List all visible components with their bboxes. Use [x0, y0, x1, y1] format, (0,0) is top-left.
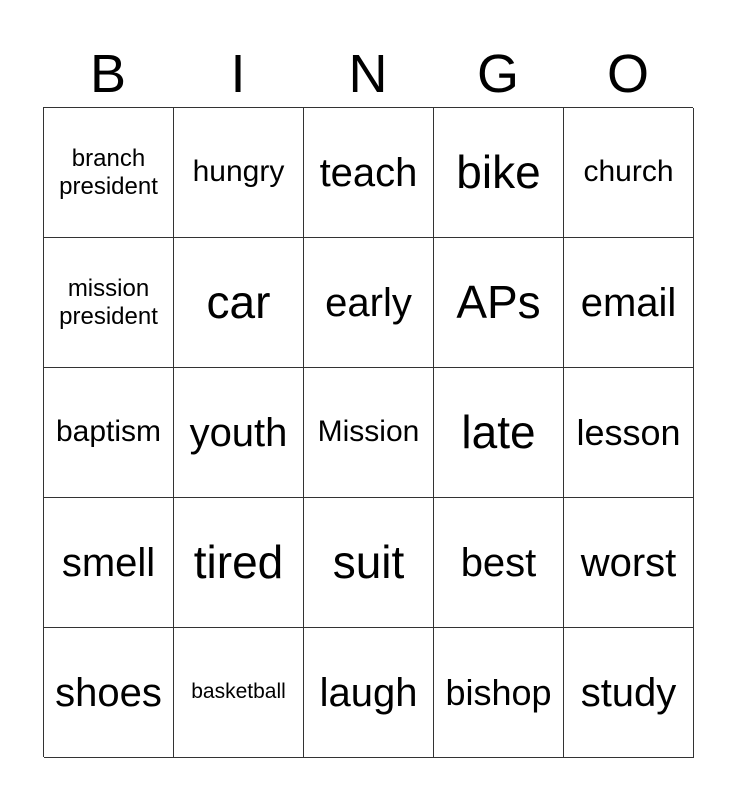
bingo-cell-r4-c5[interactable]: worst: [564, 498, 694, 628]
bingo-cell-r5-c2[interactable]: basketball: [174, 628, 304, 758]
bingo-cell-r1-c4[interactable]: bike: [434, 108, 564, 238]
bingo-header: [43, 40, 693, 108]
header-letter-b: B: [89, 44, 127, 104]
bingo-cell-r5-c3[interactable]: laugh: [304, 628, 434, 758]
header-letter-i: I: [230, 44, 246, 104]
bingo-cell-r4-c2[interactable]: tired: [174, 498, 304, 628]
bingo-cell-r2-c5[interactable]: email: [564, 238, 694, 368]
bingo-cell-r3-c4[interactable]: late: [434, 368, 564, 498]
bingo-cell-r3-c2[interactable]: youth: [174, 368, 304, 498]
bingo-cell-r4-c3[interactable]: suit: [304, 498, 434, 628]
bingo-cell-r3-c5[interactable]: lesson: [564, 368, 694, 498]
bingo-cell-r2-c2[interactable]: car: [174, 238, 304, 368]
bingo-board: [43, 107, 693, 757]
bingo-cell-r4-c1[interactable]: smell: [44, 498, 174, 628]
header-letter-g: G: [476, 44, 519, 104]
bingo-cell-r1-c5[interactable]: church: [564, 108, 694, 238]
bingo-cell-r5-c5[interactable]: study: [564, 628, 694, 758]
bingo-cell-r2-c1[interactable]: mission president: [44, 238, 174, 368]
bingo-cell-r3-c1[interactable]: baptism: [44, 368, 174, 498]
header-letter-n: N: [348, 44, 388, 104]
bingo-cell-r1-c2[interactable]: hungry: [174, 108, 304, 238]
bingo-cell-r3-c3[interactable]: Mission: [304, 368, 434, 498]
bingo-cell-r1-c1[interactable]: branch president: [44, 108, 174, 238]
bingo-cell-r2-c3[interactable]: early: [304, 238, 434, 368]
bingo-cell-r1-c3[interactable]: teach: [304, 108, 434, 238]
bingo-cell-r2-c4[interactable]: APs: [434, 238, 564, 368]
bingo-cell-r4-c4[interactable]: best: [434, 498, 564, 628]
bingo-cell-r5-c4[interactable]: bishop: [434, 628, 564, 758]
header-letter-o: O: [606, 44, 649, 104]
bingo-cell-r5-c1[interactable]: shoes: [44, 628, 174, 758]
